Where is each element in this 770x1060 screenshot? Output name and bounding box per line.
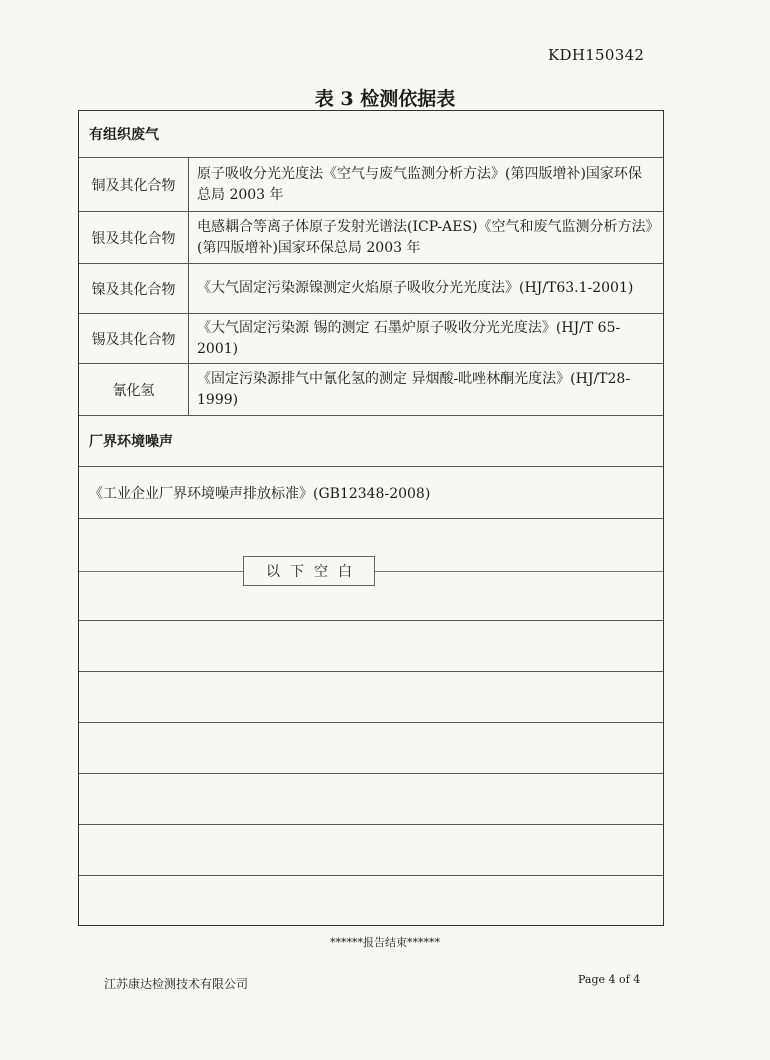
item-cell: 铜及其化合物 [79, 158, 189, 211]
basis-table [78, 110, 664, 926]
empty-row [79, 876, 663, 925]
noise-standard-row [79, 467, 663, 519]
item-cell: 氰化氢 [79, 364, 189, 415]
table-row [79, 158, 663, 212]
section-row-organized-gas [79, 111, 663, 158]
method-cell: 《大气固定污染源 锡的测定 石墨炉原子吸收分光光度法》(HJ/T 65-2001) [197, 319, 621, 357]
empty-row [79, 723, 663, 774]
company-name: 江苏康达检测技术有限公司 [104, 977, 249, 991]
blank-row [79, 519, 663, 621]
section-row-noise [79, 416, 663, 467]
table-row [79, 212, 663, 264]
method-cell: 电感耦合等离子体原子发射光谱法(ICP-AES)《空气和废气监测分析方法》(第四版增补)国家环保总局 2003 年 [197, 218, 653, 256]
blank-marker: 以下空白 [243, 556, 375, 586]
table-title: 表 3 检测依据表 [314, 88, 456, 110]
section-heading: 厂界环境噪声 [89, 434, 173, 450]
empty-row [79, 621, 663, 672]
method-cell: 原子吸收分光光度法《空气与废气监测分析方法》(第四版增补)国家环保总局 2003 年 [197, 165, 642, 203]
page-number: Page 4 of 4 [578, 973, 641, 986]
empty-row [79, 672, 663, 723]
noise-standard: 《工业企业厂界环境噪声排放标准》(GB12348-2008) [89, 485, 431, 502]
table-row [79, 264, 663, 314]
table-row [79, 314, 663, 364]
table-row [79, 364, 663, 416]
item-cell: 银及其化合物 [79, 212, 189, 263]
empty-row [79, 825, 663, 876]
report-number: KDH150342 [548, 46, 645, 64]
section-heading: 有组织废气 [89, 127, 159, 143]
method-cell: 《大气固定污染源镍测定火焰原子吸收分光光度法》(HJ/T63.1-2001) [197, 280, 634, 296]
item-cell: 锡及其化合物 [79, 314, 189, 363]
report-end-mark: ******报告结束****** [330, 936, 440, 949]
item-cell: 镍及其化合物 [79, 264, 189, 313]
empty-row [79, 774, 663, 825]
method-cell: 《固定污染源排气中氰化氢的测定 异烟酸-吡唑林酮光度法》(HJ/T28-1999) [197, 370, 631, 408]
